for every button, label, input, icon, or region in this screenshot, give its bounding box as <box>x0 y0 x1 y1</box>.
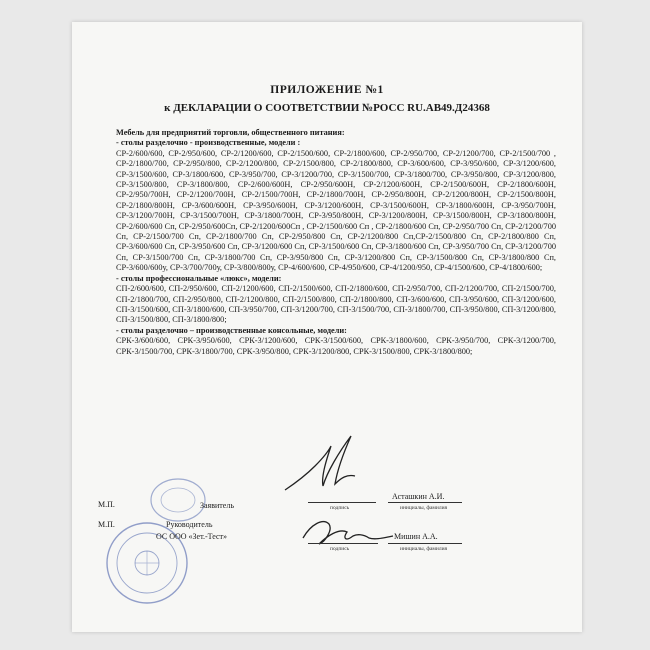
document-subtitle: к ДЕКЛАРАЦИИ О СООТВЕТСТВИИ №РОСС RU.АВ49.Д24368 <box>164 102 490 114</box>
head-organization: ОС ООО «Зет.-Тест» <box>156 532 228 541</box>
section-text: СР-2/600/600, СР-2/950/600, СР-2/1200/600, СР-2/1500/600, СР-2/1800/600, СР-2/950/700, СР-2/1200/700, СР-2/1500/700 , СР-2/1800/700, СР-2/950/800, СР-2/1200/800, СР-2/1500/800, СР-2/1800/800, СР-3/600/600, СР-3/950/600, СР-3/1200/600, СР-3/1500/600, СР-3/1800/600, СР-3/950/700, СР-3/1200/700, СР-3/1500/700, СР-3/1800/700, СР-3/950/800, СР-3/1200/800, СР-3/1500/800, СР-3/1800/800, СР-2/600/600Н, СР-2/950/600Н, СР-2/1200/600Н, СР-2/1500/600Н, СР-2/1800/600Н, СР-2/950/700Н, СР-2/1200/700Н, СР-2/1500/700Н, СР-2/1800/700Н, СР-2/950/800Н, СР-2/1200/800Н, СР-2/1500/800Н, СР-2/1800/800Н, СР-3/600/600Н, СР-3/950/600Н, СР-3/1200/600Н, СР-3/1500/600Н, СР-3/1800/600Н, СР-3/950/700Н, СР-3/1200/700Н, СР-3/1500/700Н, СР-3/1800/700Н, СР-3/950/800Н, СР-3/1200/800Н, СР-3/1500/800Н, СР-3/1800/800Н, СР-2/600/600 Сп, СР-2/950/600Сп, СР-2/1200/600Сп , СР-2/1500/600 Сп , СР-2/1800/600 Сп, СР-2/950/700 Сп, СР-2/1200/700 Сп, СР-2/1500/700 Сп, СР-2/1800/700 Сп, СР-2/950/800 Сп, СР-2/1200/800 Сп,СР-2/1500/800 Сп, СР-2/1800/800 Сп, СР-3/600/600 Сп, СР-3/950/600 Сп, СР-3/1200/600 Сп, СР-3/1500/600 Сп, СР-3/1800/600 Сп, СР-3/950/700 Сп, СР-3/1200/700 Сп, СР-3/1500/700 Сп, СР-3/1800/700 Сп, СР-3/950/800 Сп, СР-3/1200/800 Сп, СР-3/1500/800 Сп, СР-3/1800/800 Сп, СР-3/600/600у, СР-3/700/700у, СР-3/800/800у, СР-4/600/600, СР-4/950/600, СР-4/1200/950, СР-4/1500/600, СР-4/1800/600; <box>116 148 556 273</box>
document-page <box>72 22 582 632</box>
stamp-place-label: М.П. <box>98 500 115 509</box>
intro-heading: Мебель для предприятий торговли, общественного питания: <box>116 128 345 137</box>
document-title: ПРИЛОЖЕНИЕ №1 <box>270 84 384 96</box>
document-body <box>116 128 556 357</box>
signature-caption: подпись <box>330 546 350 552</box>
applicant-signature <box>277 424 387 506</box>
head-name: Мишин А.А. <box>394 532 438 541</box>
stamp-place-label: М.П. <box>98 520 115 529</box>
head-signature-line <box>308 543 378 544</box>
name-caption: инициалы, фамилия <box>400 546 448 552</box>
applicant-name: Асташкин А.И. <box>392 492 445 501</box>
section-text: СРК-3/600/600, СРК-3/950/600, СРК-3/1200/600, СРК-3/1500/600, СРК-3/1800/600, СРК-3/950/700, СРК-3/1200/700, СРК-3/1500/700, СРК-3/1800/700, СРК-3/950/800, СРК-3/1200/800, СРК-3/1500/800, СРК-3/1800/800; <box>116 336 556 356</box>
applicant-signature-line <box>308 502 376 503</box>
head-name-line <box>388 543 462 544</box>
section-text: СП-2/600/600, СП-2/950/600, СП-2/1200/600, СП-2/1500/600, СП-2/1800/600, СП-2/950/700, СП-2/1200/700, СП-2/1500/700, СП-2/1800/700, СП-2/950/800, СП-2/1200/800, СП-2/1500/800, СП-2/1800/800, СП-3/600/600, СП-3/950/600, СП-3/1200/600, СП-3/1500/600, СП-3/1800/600, СП-3/950/700, СП-3/1200/700, СП-3/1500/700, СП-3/1800/700, СП-3/950/800, СП-3/1200/800, СП-3/1500/800, СП-3/1800/800; <box>116 284 556 325</box>
name-caption: инициалы, фамилия <box>400 505 448 511</box>
section-heading: - столы разделочно – производственные консольные, модели: <box>116 325 347 335</box>
applicant-label: Заявитель <box>200 501 234 510</box>
section-heading: - столы профессиональные «люкс», модели: <box>116 273 282 283</box>
applicant-name-line <box>388 502 462 503</box>
section-heading: - столы разделочно - производственные, модели : <box>116 138 301 148</box>
signature-caption: подпись <box>330 505 350 511</box>
head-label: Руководитель <box>166 520 213 529</box>
